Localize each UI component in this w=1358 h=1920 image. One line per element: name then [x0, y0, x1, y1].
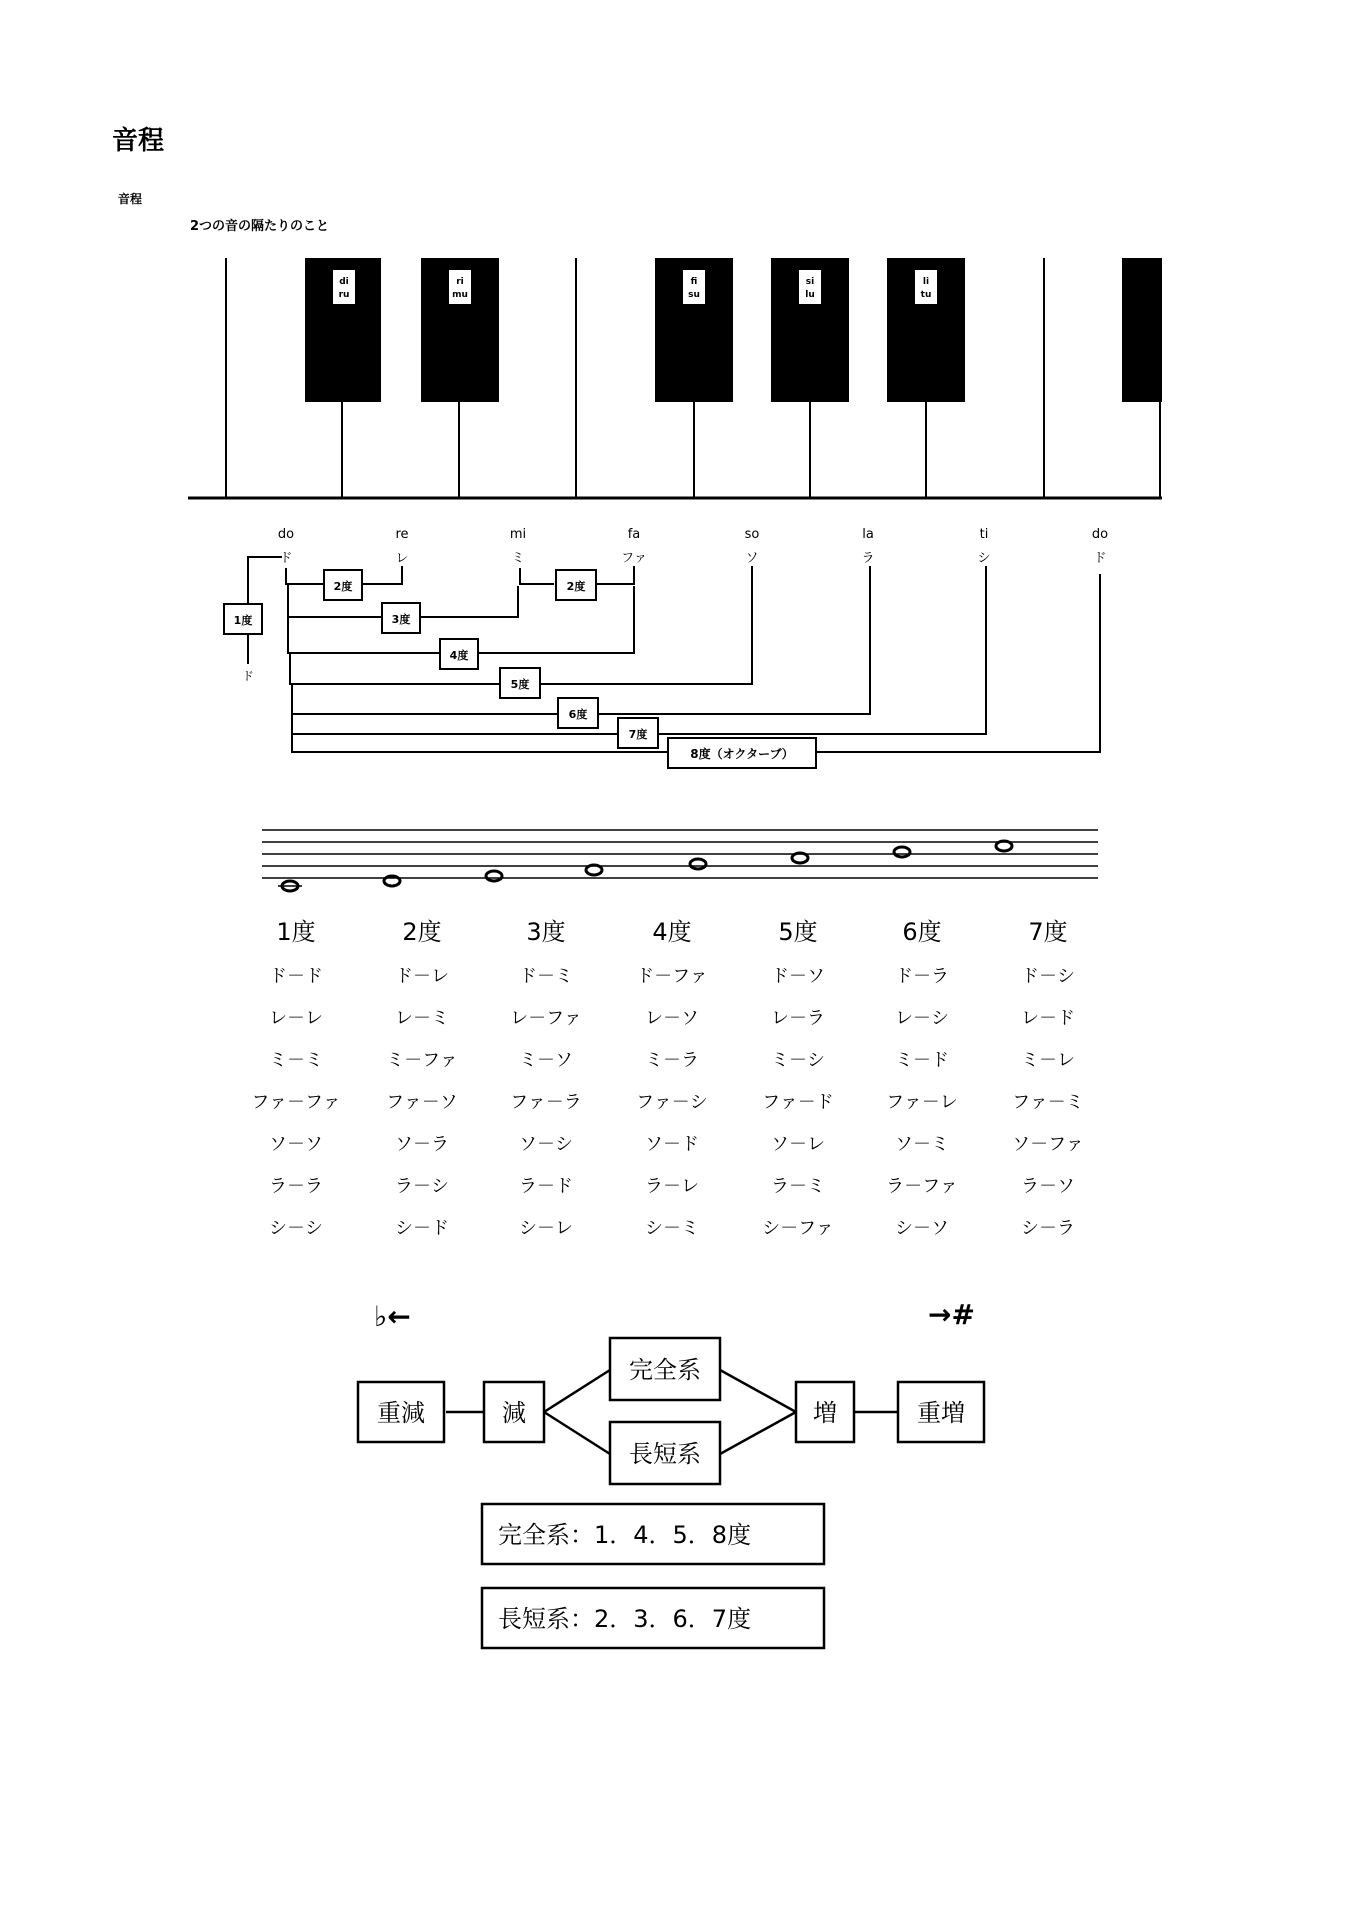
table-header-cell: 3度 [526, 918, 566, 946]
note-kana: ド [1093, 551, 1107, 566]
black-key-bottom-label: ru [338, 290, 350, 300]
table-cell: レ－シ [895, 1008, 949, 1029]
table-row [269, 1008, 1075, 1029]
note-solfege: mi [509, 527, 527, 542]
table-cell: ファ－ファ [251, 1092, 341, 1113]
table-header-cell: 6度 [902, 918, 942, 946]
bracket-line [248, 557, 282, 606]
table-row [269, 1176, 1075, 1197]
table-cell: シ－ラ [1021, 1218, 1075, 1239]
interval-table [251, 918, 1083, 1239]
table-cell: ド－レ [395, 966, 449, 987]
interval-label: 2度 [566, 580, 586, 593]
black-key-bottom-label: lu [805, 290, 815, 300]
black-key-top-label: ri [456, 277, 464, 287]
table-cell: ラ－レ [645, 1176, 699, 1197]
section-heading: 音程 [118, 192, 143, 206]
table-cell: ファ－シ [636, 1092, 708, 1113]
black-key-top-label: di [339, 277, 349, 287]
note-solfege: fa [627, 527, 641, 542]
table-cell: シ－シ [269, 1218, 323, 1239]
note-names [278, 527, 1108, 566]
interval-label: ド [241, 669, 255, 683]
table-header-cell: 2度 [402, 918, 442, 946]
note-kana: ソ [745, 551, 759, 566]
whole-note [996, 841, 1012, 851]
interval-label: 4度 [449, 649, 469, 662]
interval-label: 6度 [568, 708, 588, 721]
black-key-top-label: li [922, 277, 930, 287]
table-cell: ミ－レ [1021, 1050, 1075, 1071]
black-key [1122, 258, 1162, 402]
whole-note [894, 847, 910, 857]
table-cell: ファ－ミ [1012, 1092, 1084, 1113]
note-solfege: do [1091, 527, 1109, 542]
table-cell: ミ－ミ [269, 1050, 323, 1071]
table-cell: ソ－レ [771, 1134, 825, 1155]
interval-label: 8度（オクターブ） [690, 747, 794, 761]
table-cell: ミ－ラ [645, 1050, 699, 1071]
table-cell: シ－ファ [762, 1218, 834, 1239]
bracket-line [286, 568, 324, 584]
connector-line [720, 1370, 796, 1412]
table-header [276, 918, 1067, 946]
major-minor-summary-text: 長短系：2．3．6．7度 [498, 1605, 752, 1633]
black-key-bottom-label: tu [920, 290, 932, 300]
definition-text: 2つの音の隔たりのこと [190, 219, 330, 234]
flat-direction-label: ♭← [374, 1300, 411, 1333]
black-key-bottom-label: su [688, 290, 700, 300]
table-row [269, 966, 1075, 987]
black-keys [305, 258, 1162, 402]
table-cell: ド－ミ [519, 966, 573, 987]
quality-diagram [358, 1298, 984, 1484]
note-kana: ラ [861, 551, 875, 566]
table-cell: シ－レ [519, 1218, 573, 1239]
table-header-cell: 5度 [778, 918, 818, 946]
table-row [269, 1050, 1075, 1071]
table-cell: ド－ファ [636, 966, 708, 987]
whole-note [586, 865, 602, 875]
note-kana: シ [977, 551, 991, 566]
table-row [269, 1218, 1075, 1239]
connector-line [720, 1412, 796, 1454]
table-cell: レ－ファ [510, 1008, 582, 1029]
doubly-augmented-label: 重増 [917, 1399, 965, 1427]
table-cell: ソ－ラ [395, 1134, 449, 1155]
table-cell: ファ－ラ [510, 1092, 582, 1113]
table-cell: ソ－シ [519, 1134, 573, 1155]
table-cell: ラ－ミ [771, 1176, 825, 1197]
table-cell: ミ－ソ [519, 1050, 573, 1071]
bracket-line [658, 566, 986, 734]
table-cell: ソ－ソ [269, 1134, 323, 1155]
perfect-summary-text: 完全系：1．4．5．8度 [498, 1521, 752, 1549]
table-cell: ラ－シ [395, 1176, 449, 1197]
table-cell: レ－ラ [771, 1008, 825, 1029]
note-solfege: do [277, 527, 295, 542]
bracket-line [816, 574, 1100, 752]
interval-label: 1度 [233, 614, 253, 627]
table-cell: ファ－レ [886, 1092, 958, 1113]
whole-note [792, 853, 808, 863]
bracket-line [362, 566, 402, 584]
note-solfege: la [862, 527, 874, 542]
bracket-line [420, 586, 518, 617]
table-cell: ド－ラ [895, 966, 949, 987]
table-cell: ラ－ファ [886, 1176, 958, 1197]
note-kana: ド [279, 551, 293, 566]
table-cell: レ－ソ [645, 1008, 699, 1029]
whole-note [690, 859, 706, 869]
table-cell: ド－ド [269, 966, 323, 987]
bracket-line [598, 566, 870, 714]
note-kana: レ [395, 551, 409, 566]
interval-label: 2度 [333, 580, 353, 593]
table-cell: ファ－ド [762, 1092, 834, 1113]
table-cell: ラ－ラ [269, 1176, 323, 1197]
whole-note [486, 871, 502, 881]
table-cell: レ－ド [1021, 1008, 1075, 1029]
summary-boxes [482, 1504, 824, 1648]
major-minor-class-label: 長短系 [629, 1440, 701, 1468]
table-cell: レ－ミ [395, 1008, 449, 1029]
bracket-line [596, 566, 634, 584]
table-cell: シ－ソ [895, 1218, 949, 1239]
table-cell: シ－ド [395, 1218, 449, 1239]
note-solfege: ti [979, 527, 989, 542]
table-header-cell: 4度 [652, 918, 692, 946]
table-cell: ド－ソ [771, 966, 825, 987]
music-staff [262, 830, 1098, 878]
interval-label: 7度 [628, 728, 648, 741]
table-cell: ミ－ド [895, 1050, 949, 1071]
note-kana: ミ [511, 551, 525, 566]
note-kana: ファ [621, 551, 647, 566]
diminished-label: 減 [502, 1399, 526, 1427]
table-row [251, 1092, 1083, 1113]
table-cell: シ－ミ [645, 1218, 699, 1239]
whole-note [384, 876, 400, 886]
bracket-line [520, 568, 554, 584]
page-title: 音程 [112, 126, 165, 156]
table-cell: ミ－シ [771, 1050, 825, 1071]
perfect-class-label: 完全系 [629, 1356, 701, 1384]
table-row [269, 1134, 1084, 1155]
interval-label: 3度 [391, 613, 411, 626]
table-cell: ソ－ファ [1012, 1134, 1084, 1155]
interval-labels [224, 570, 816, 768]
table-cell: ソ－ド [645, 1134, 699, 1155]
table-cell: レ－レ [269, 1008, 323, 1029]
connector-line [544, 1370, 610, 1412]
table-cell: ラ－ソ [1021, 1176, 1075, 1197]
interval-label: 5度 [510, 678, 530, 691]
note-solfege: re [395, 527, 409, 542]
connector-line [544, 1412, 610, 1454]
black-key-top-label: si [805, 277, 815, 287]
sharp-direction-label: →# [928, 1298, 975, 1331]
table-cell: ソ－ミ [895, 1134, 949, 1155]
note-solfege: so [744, 527, 760, 542]
table-header-cell: 1度 [276, 918, 316, 946]
table-cell: ミ－ファ [386, 1050, 458, 1071]
black-key-bottom-label: mu [452, 290, 468, 300]
interval-brackets [248, 557, 1100, 752]
table-cell: ド－シ [1021, 966, 1075, 987]
table-cell: ファ－ソ [386, 1092, 458, 1113]
table-header-cell: 7度 [1028, 918, 1068, 946]
table-cell: ラ－ド [519, 1176, 573, 1197]
bracket-line [292, 734, 668, 752]
augmented-label: 増 [813, 1399, 837, 1427]
black-key-top-label: fi [690, 277, 698, 287]
doubly-diminished-label: 重減 [377, 1399, 425, 1427]
